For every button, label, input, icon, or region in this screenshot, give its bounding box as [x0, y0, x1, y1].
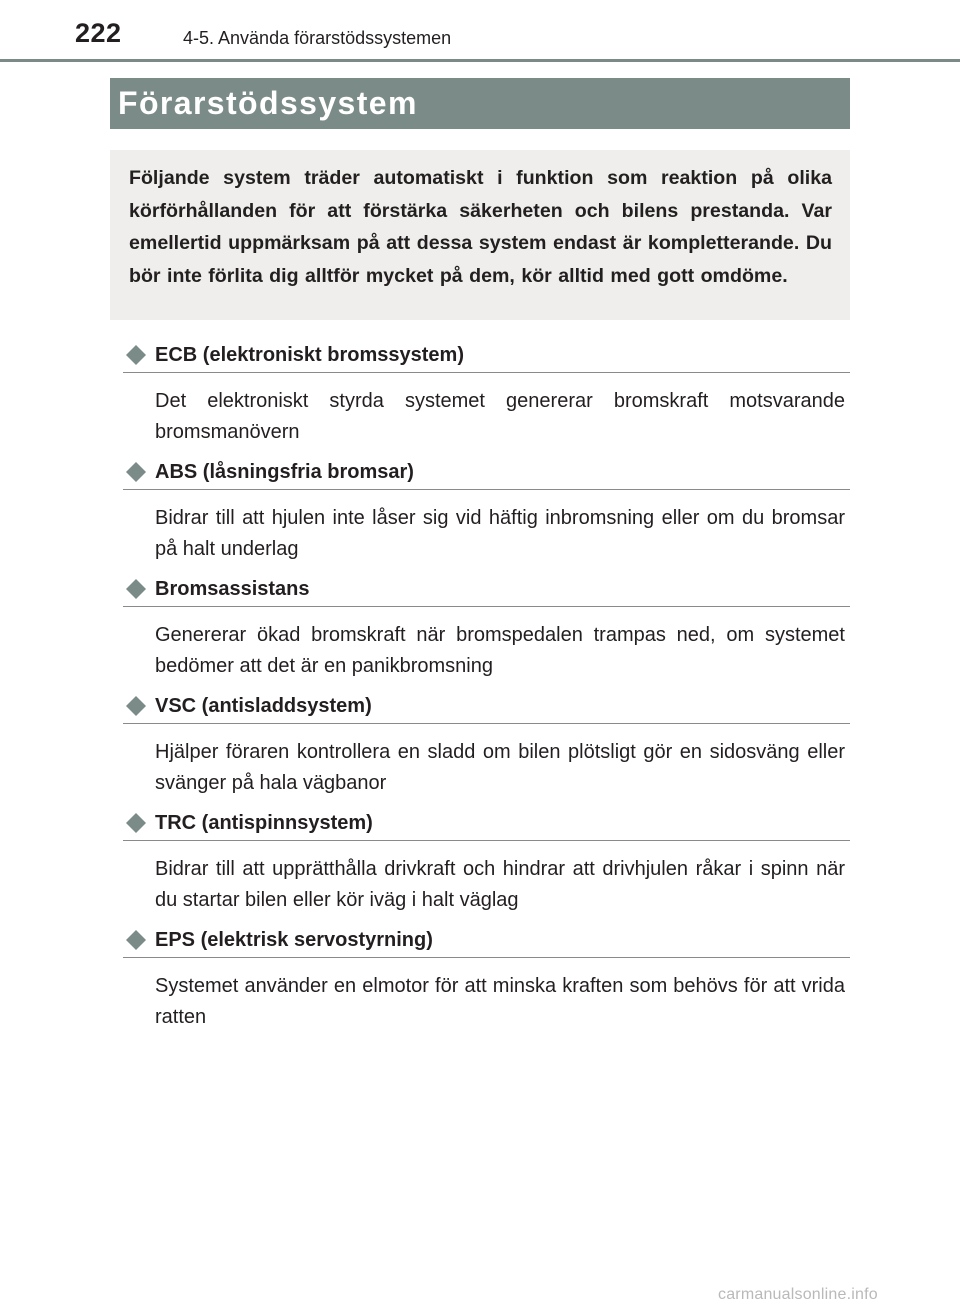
section-rule — [123, 372, 850, 373]
section-rule — [123, 606, 850, 607]
section-vsc — [0, 693, 960, 794]
diamond-bullet-icon — [125, 929, 147, 951]
section-heading: ECB (elektroniskt bromssystem) — [155, 344, 464, 366]
section-heading: EPS (elektrisk servostyrning) — [155, 929, 433, 951]
intro-text: Följande system träder automatiskt i funktion som reaktion på olika körförhållanden för att förstärka säkerheten och bilens prestanda. Var emellertid uppmärksam på att dessa system endast är kompletterande. Du bör inte förlita dig alltför mycket på dem, kör alltid med gott omdöme. — [129, 167, 832, 287]
section-body: Systemet använder en elmotor för att minska kraften som behövs för att vrida ratten — [155, 975, 845, 1028]
title-banner — [110, 78, 850, 129]
section-body: Hjälper föraren kontrollera en sladd om bilen plötsligt gör en sidosväng eller svänger på hala vägbanor — [155, 741, 845, 794]
section-heading: Bromsassistans — [155, 578, 310, 600]
section-heading: TRC (antispinnsystem) — [155, 812, 373, 834]
watermark: carmanualsonline.info — [718, 1286, 878, 1303]
section-heading: VSC (antisladdsystem) — [155, 695, 372, 717]
section-abs — [0, 459, 960, 560]
section-trc — [0, 810, 960, 911]
diamond-bullet-icon — [125, 344, 147, 366]
section-body: Bidrar till att hjulen inte låser sig vid häftig inbromsning eller om du bromsar på halt underlag — [155, 507, 845, 560]
diamond-bullet-icon — [125, 812, 147, 834]
header-rule — [0, 59, 960, 62]
page-title: Förarstödssystem — [118, 85, 418, 121]
running-header: 4-5. Använda förarstödssystemen — [183, 28, 452, 48]
section-body: Genererar ökad bromskraft när bromspedalen trampas ned, om systemet bedömer att det är en panikbromsning — [155, 624, 845, 677]
diamond-bullet-icon — [125, 461, 147, 483]
section-rule — [123, 957, 850, 958]
section-heading: ABS (låsningsfria bromsar) — [155, 461, 414, 483]
section-eps — [0, 927, 960, 1028]
diamond-bullet-icon — [125, 578, 147, 600]
section-ecb — [0, 342, 960, 443]
section-body: Bidrar till att upprätthålla drivkraft och hindrar att drivhjulen råkar i spinn när du startar bilen eller kör iväg i halt väglag — [155, 858, 845, 911]
section-rule — [123, 489, 850, 490]
page-number: 222 — [75, 18, 122, 48]
diamond-bullet-icon — [125, 695, 147, 717]
section-bromsassistans — [0, 576, 960, 677]
section-rule — [123, 840, 850, 841]
intro-box — [110, 150, 850, 320]
section-rule — [123, 723, 850, 724]
section-body: Det elektroniskt styrda systemet genererar bromskraft motsvarande bromsmanövern — [155, 390, 845, 443]
